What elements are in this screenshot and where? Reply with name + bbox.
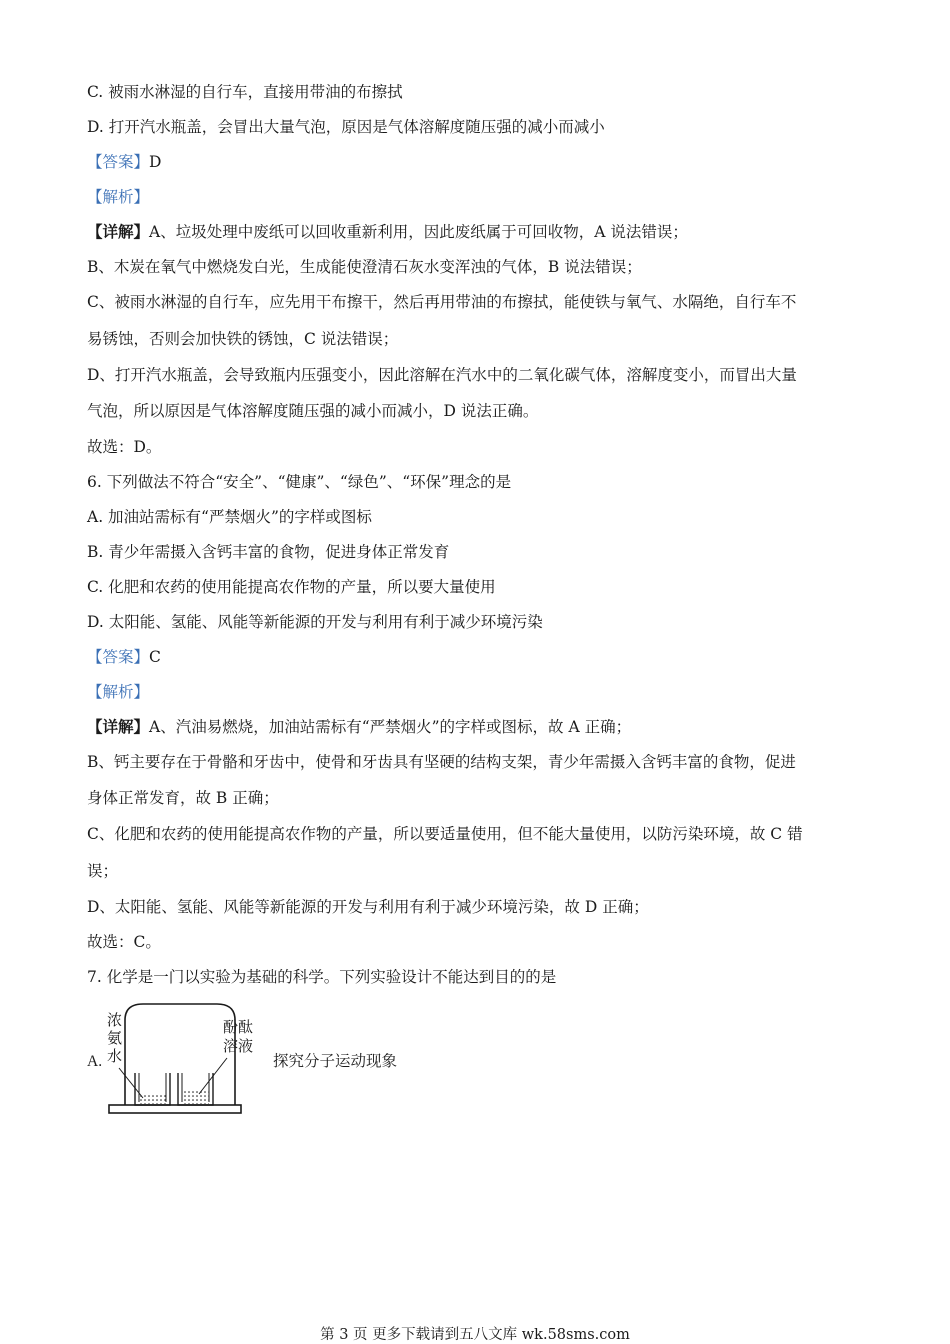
page-footer: 第 3 页 更多下载请到五八文库 wk.58sms.com [320, 1327, 630, 1343]
q5-answer [87, 152, 161, 172]
q6-option-b: B. 青少年需摄入含钙丰富的食物，促进身体正常发育 [87, 543, 450, 561]
left-label-char: 浓 [107, 1011, 123, 1029]
q7-option-a-text: 探究分子运动现象 [273, 1052, 398, 1070]
detail-text: A、汽油易燃烧，加油站需标有“严禁烟火”的字样或图标，故 A 正确； [149, 718, 632, 736]
answer-value: D [149, 153, 162, 171]
right-label-line: 溶液 [223, 1037, 254, 1055]
q6-detail-d: D、太阳能、氢能、风能等新能源的开发与利用有利于减少环境污染，故 D 正确； [87, 898, 649, 916]
q6-detail-c-line1: C、化肥和农药的使用能提高农作物的产量，所以要适量使用，但不能大量使用，以防污染环境，故 C 错 [87, 825, 803, 843]
q5-choose: 故选：D。 [87, 438, 162, 456]
q6-answer [87, 647, 161, 667]
ammonia-liquid [139, 1095, 166, 1104]
detail-tag: 【详解】 [87, 717, 150, 736]
answer-tag: 【答案】 [87, 648, 150, 666]
q5-detail-c-line2: 易锈蚀，否则会加快铁的锈蚀，C 说法错误； [87, 330, 399, 348]
q7-stem: 7. 化学是一门以实验为基础的科学。下列实验设计不能达到目的的是 [87, 968, 557, 986]
q6-detail-a [87, 717, 631, 737]
detail-tag: 【详解】 [87, 222, 150, 241]
answer-value: C [149, 648, 161, 666]
q5-detail-d-line1: D、打开汽水瓶盖，会导致瓶内压强变小，因此溶解在汽水中的二氧化碳气体，溶解度变小，而冒出大量 [87, 366, 797, 384]
q5-detail-a [87, 222, 688, 242]
phenolphthalein-liquid [182, 1090, 209, 1104]
q7-option-a-letter: A. [87, 1053, 103, 1070]
q5-detail-b: B、木炭在氧气中燃烧发白光，生成能使澄清石灰水变浑浊的气体，B 说法错误； [87, 258, 642, 276]
left-label-char: 氨 [107, 1029, 123, 1047]
answer-tag: 【答案】 [87, 153, 150, 171]
q5-detail-d-line2: 气泡，所以原因是气体溶解度随压强的减小而减小，D 说法正确。 [87, 402, 539, 420]
q6-choose: 故选：C。 [87, 933, 161, 951]
base-plate [109, 1105, 241, 1113]
molecule-motion-apparatus [87, 998, 427, 1123]
q5-detail-c-line1: C、被雨水淋湿的自行车，应先用干布擦干，然后再用带油的布擦拭，能使铁与氧气、水隔绝，自行车不 [87, 293, 797, 311]
q6-option-c: C. 化肥和农药的使用能提高农作物的产量，所以要大量使用 [87, 578, 496, 596]
q6-analysis-tag: 【解析】 [87, 683, 150, 701]
q5-option-d: D. 打开汽水瓶盖，会冒出大量气泡，原因是气体溶解度随压强的减小而减小 [87, 118, 605, 136]
q6-detail-c-line2: 误； [87, 862, 119, 880]
q6-detail-b-line2: 身体正常发育，故 B 正确； [87, 789, 279, 807]
right-label-line: 酚酞 [223, 1018, 254, 1036]
q5-option-c: C. 被雨水淋湿的自行车，直接用带油的布擦拭 [87, 83, 403, 101]
q6-option-a: A. 加油站需标有“严禁烟火”的字样或图标 [87, 508, 372, 526]
detail-text: A、垃圾处理中废纸可以回收重新利用，因此废纸属于可回收物，A 说法错误； [149, 223, 688, 241]
q5-analysis-tag: 【解析】 [87, 188, 150, 206]
q6-detail-b-line1: B、钙主要存在于骨骼和牙齿中，使骨和牙齿具有坚硬的结构支架，青少年需摄入含钙丰富的食物，促进 [87, 753, 796, 771]
q6-stem: 6. 下列做法不符合“安全”、“健康”、“绿色”、“环保”理念的是 [87, 473, 512, 491]
left-label-char: 水 [107, 1047, 123, 1065]
q7-option-a-figure [87, 998, 427, 1123]
q6-option-d: D. 太阳能、氢能、风能等新能源的开发与利用有利于减少环境污染 [87, 613, 543, 631]
bell-jar [125, 1004, 235, 1105]
